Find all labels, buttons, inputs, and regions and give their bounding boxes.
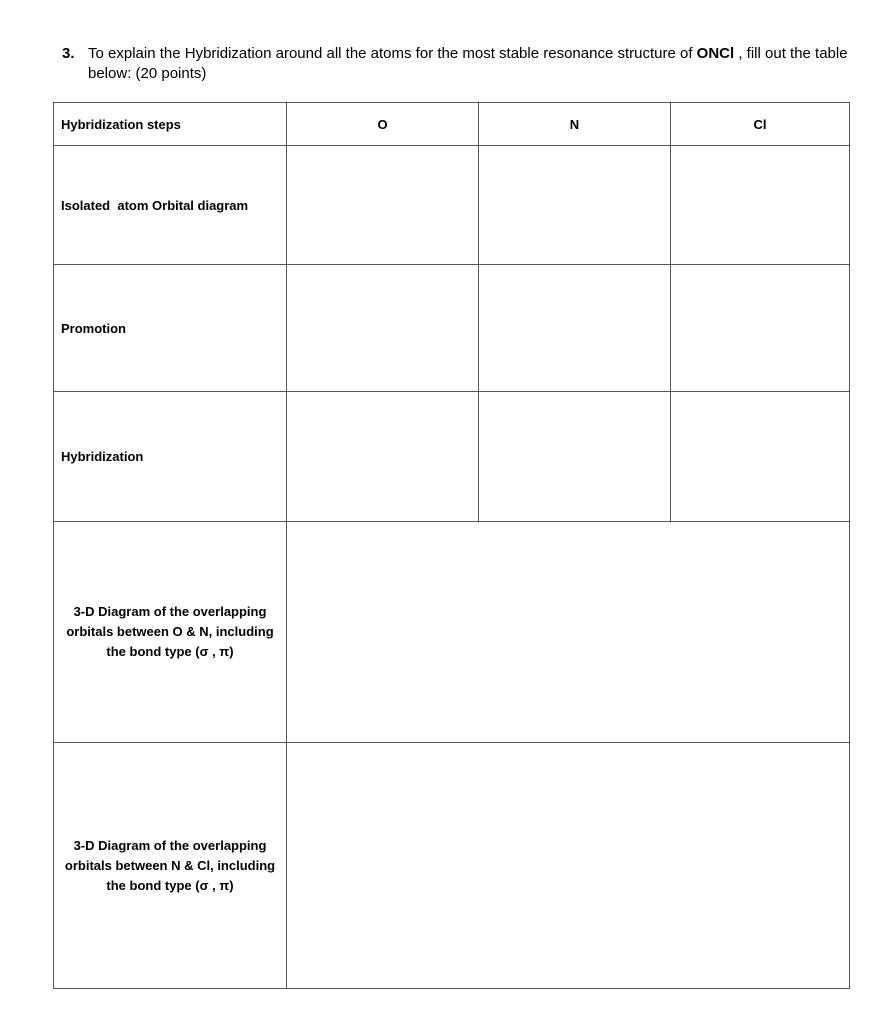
question-body — [88, 44, 862, 84]
cell-promotion-o[interactable] — [287, 265, 479, 392]
table-row-3d-n-cl — [54, 743, 850, 989]
header-n: N — [479, 103, 671, 146]
molecule-formula: ONCl — [696, 45, 735, 62]
row-label-isolated-atom: Isolated atom Orbital diagram — [54, 146, 287, 265]
header-hybridization-steps: Hybridization steps — [54, 103, 287, 146]
header-cl: Cl — [671, 103, 850, 146]
table-header-row — [54, 103, 850, 146]
cell-isolated-o[interactable] — [287, 146, 479, 265]
question-number: 3. — [62, 45, 75, 62]
cell-promotion-cl[interactable] — [671, 265, 850, 392]
table-row-isolated-atom — [54, 146, 850, 265]
cell-hybridization-o[interactable] — [287, 392, 479, 522]
table-row-3d-o-n — [54, 522, 850, 743]
question-text-before: To explain the Hybridization around all the atoms for the most stable resonance structure of — [88, 45, 697, 62]
row-label-3d-o-n: 3-D Diagram of the overlapping orbitals between O & N, including the bond type (σ , π) — [54, 522, 287, 743]
table-row-hybridization — [54, 392, 850, 522]
table-row-promotion — [54, 265, 850, 392]
cell-isolated-cl[interactable] — [671, 146, 850, 265]
hybridization-table — [53, 102, 850, 989]
cell-3d-o-n[interactable] — [287, 522, 850, 743]
row-label-3d-n-cl: 3-D Diagram of the overlapping orbitals between N & Cl, including the bond type (σ , π) — [54, 743, 287, 989]
header-o: O — [287, 103, 479, 146]
row-label-hybridization: Hybridization — [54, 392, 287, 522]
row-label-promotion: Promotion — [54, 265, 287, 392]
cell-isolated-n[interactable] — [479, 146, 671, 265]
question-text — [62, 44, 862, 84]
cell-hybridization-cl[interactable] — [671, 392, 850, 522]
cell-hybridization-n[interactable] — [479, 392, 671, 522]
cell-promotion-n[interactable] — [479, 265, 671, 392]
cell-3d-n-cl[interactable] — [287, 743, 850, 989]
question-text-after: , fill out the table below: (20 points) — [88, 45, 848, 82]
